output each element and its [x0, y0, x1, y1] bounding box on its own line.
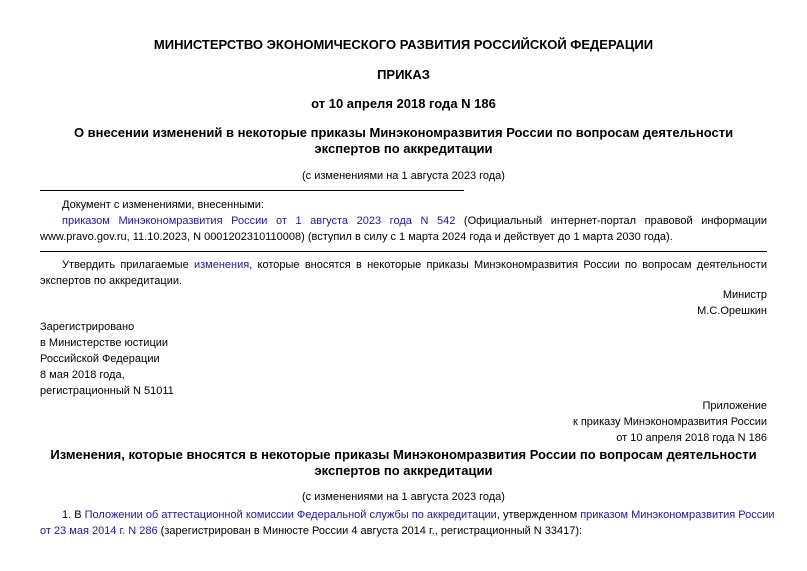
commission-regulation-link[interactable]: Положении об аттестационной комиссии Федеральной службы по аккредитации	[84, 509, 497, 521]
body-text-post: , которые вносятся в некоторые приказы Минэкономразвития России по вопросам деятельности	[249, 259, 767, 271]
item1-line1	[40, 507, 775, 523]
appendix-ref1: к приказу Минэкономразвития России	[572, 416, 767, 428]
appendix-label: Приложение	[702, 400, 767, 412]
order-286-link-part2[interactable]: от 23 мая 2014 г. N 286	[40, 525, 158, 537]
order-286-link-part1[interactable]: приказом Минэкономразвития России	[580, 509, 775, 521]
signature-position: Министр	[722, 289, 767, 301]
order-title-line1: О внесении изменений в некоторые приказы Минэкономразвития России по вопросам деятельности	[73, 125, 734, 140]
body-line2: экспертов по аккредитации.	[40, 275, 183, 287]
registration-line4: 8 мая 2018 года,	[40, 369, 125, 381]
body-text-pre: Утвердить прилагаемые	[62, 259, 194, 271]
changes-line1	[40, 213, 767, 229]
appendix-ref2: от 10 апреля 2018 года N 186	[616, 432, 767, 444]
ministry-heading: МИНИСТЕРСТВО ЭКОНОМИЧЕСКОГО РАЗВИТИЯ РОССИЙСКОЙ ФЕДЕРАЦИИ	[153, 37, 654, 52]
amending-order-link[interactable]: приказом Минэкономразвития России от 1 августа 2023 года N 542	[62, 215, 456, 227]
appendix-title-line1: Изменения, которые вносятся в некоторые приказы Минэкономразвития России по вопросам деятельности	[50, 447, 757, 462]
appendix-revision-note: (с изменениями на 1 августа 2023 года)	[302, 491, 505, 503]
item1-rest: (зарегистрирован в Минюсте России 4 августа 2014 г., регистрационный N 33417):	[157, 525, 583, 537]
doc-type-heading: ПРИКАЗ	[377, 67, 430, 82]
registration-line5: регистрационный N 51011	[40, 385, 174, 397]
divider-top	[40, 190, 464, 191]
appendix-title-line2: экспертов по аккредитации	[314, 463, 493, 478]
item1-number: 1. В	[62, 509, 85, 521]
item1-mid: , утвержденном	[496, 509, 581, 521]
body-line1	[40, 257, 767, 273]
registration-line2: в Министерстве юстиции	[40, 337, 169, 349]
registration-line1: Зарегистрировано	[40, 321, 135, 333]
changes-source: (Официальный интернет-портал правовой информации	[455, 215, 767, 227]
changes-link[interactable]: изменения	[193, 259, 250, 271]
divider-middle	[40, 251, 767, 252]
changes-line2: www.pravo.gov.ru, 11.10.2023, N 0001202310110008) (вступил в силу с 1 марта 2024 года и действует до 1 марта 2030 года).	[40, 231, 673, 243]
order-date-number: от 10 апреля 2018 года N 186	[311, 96, 496, 111]
changes-intro: Документ с изменениями, внесенными:	[62, 199, 264, 211]
registration-line3: Российской Федерации	[40, 353, 160, 365]
revision-note: (с изменениями на 1 августа 2023 года)	[302, 170, 505, 182]
signature-name: М.С.Орешкин	[697, 305, 767, 317]
item1-line2	[40, 523, 767, 539]
order-title-line2: экспертов по аккредитации	[314, 141, 493, 156]
